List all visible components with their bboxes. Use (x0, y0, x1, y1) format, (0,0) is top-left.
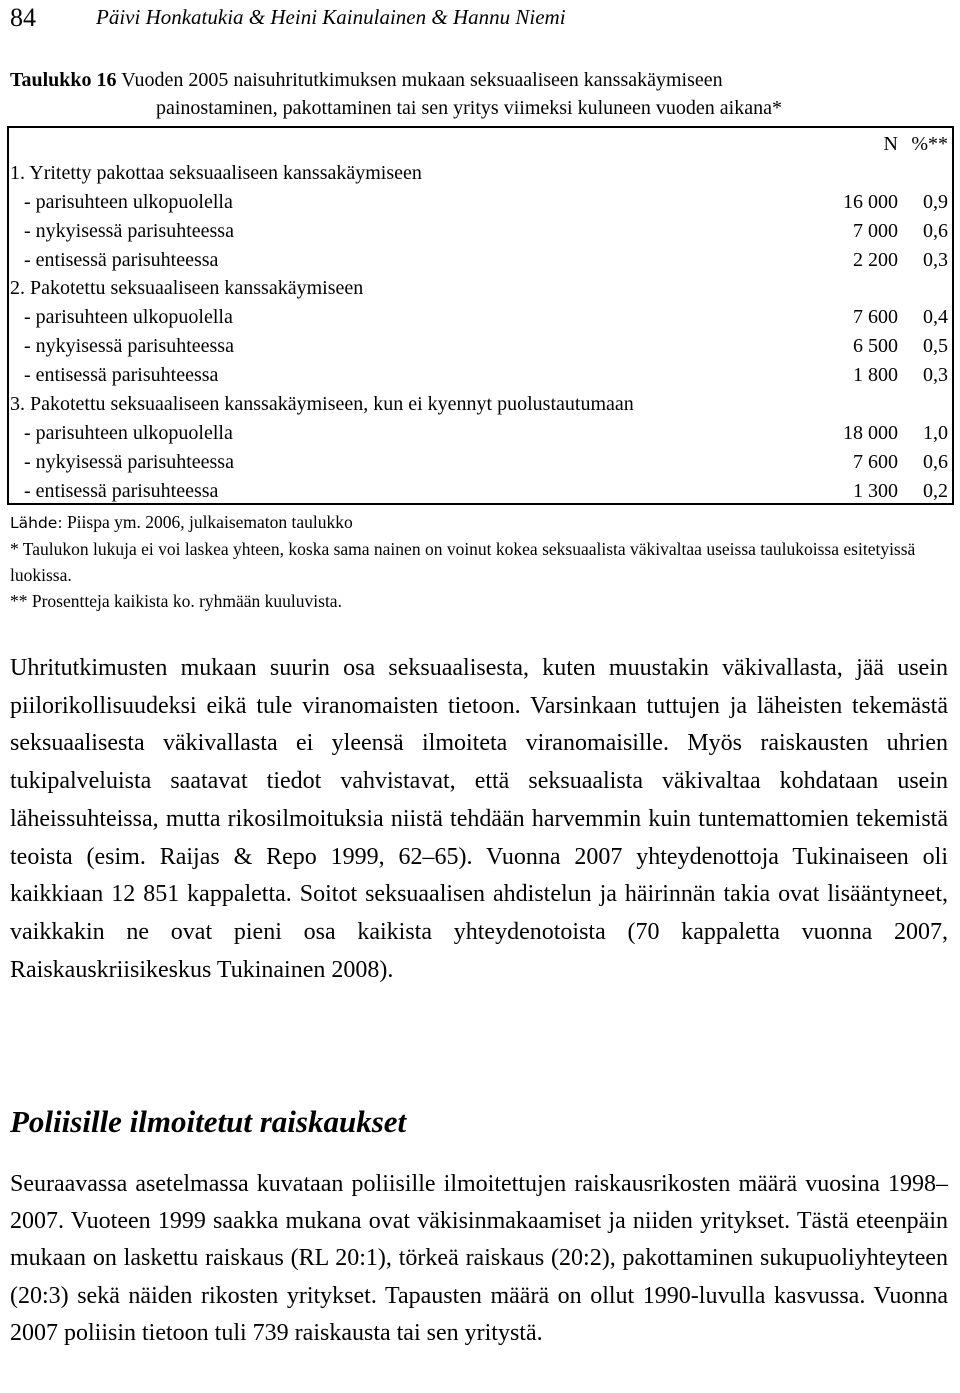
table-caption-label: Taulukko 16 (10, 69, 117, 91)
row-percent: 0,3 (923, 248, 948, 271)
row-n: 18 000 (843, 421, 898, 444)
row-label: - entisessä parisuhteessa (24, 248, 219, 271)
table-caption-line1: Vuoden 2005 naisuhritutkimuksen mukaan seksuaaliseen kanssakäymiseen (121, 69, 723, 91)
table-row (10, 361, 950, 390)
table-caption-line2: painostaminen, pakottaminen tai sen yritys viimeksi kuluneen vuoden aikana* (156, 97, 782, 119)
row-percent: 0,3 (923, 364, 948, 387)
row-n: 7 000 (853, 219, 898, 242)
row-label: - nykyisessä parisuhteessa (24, 219, 234, 242)
row-n: 2 200 (853, 248, 898, 271)
table-row (10, 419, 950, 448)
source-label: Lähde: (10, 514, 63, 532)
row-label: - entisessä parisuhteessa (24, 364, 219, 387)
row-n: 6 500 (853, 335, 898, 358)
table-footnote-2: ** Prosentteja kaikista ko. ryhmään kuuluvista. (10, 591, 342, 611)
page-number: 84 (10, 3, 36, 32)
row-percent: 0,6 (923, 219, 948, 242)
table-notes (10, 509, 950, 614)
row-label: - entisessä parisuhteessa (24, 479, 219, 502)
row-n: 1 300 (853, 479, 898, 502)
row-n: 7 600 (853, 450, 898, 473)
table-row (10, 477, 950, 506)
group-heading: 2. Pakotettu seksuaaliseen kanssakäymiseen (10, 277, 364, 300)
running-header-authors: Päivi Honkatukia & Heini Kainulainen & Hannu Niemi (96, 5, 566, 29)
row-percent: 1,0 (923, 421, 948, 444)
row-percent: 0,6 (923, 450, 948, 473)
body-paragraph: Uhritutkimusten mukaan suurin osa seksuaalisesta, kuten muustakin väkivallasta, jää usein piilorikollisuudeksi eikä tule viranomaisten tietoon. Varsinkaan tuttujen ja läheisten tekemästä seksuaalisesta väkivallasta ei yleensä ilmoiteta viranomaisille. Myös raiskausten uhrien tukipalveluista saatavat tiedot vahvistavat, että seksuaalista väkivaltaa kohdataan usein läheissuhteissa, mutta rikosilmoituksia niistä tehdään harvemmin kuin tuntemattomien tekemistä teoista (esim. Raijas & Repo 1999, 62–65). Vuonna 2007 yhteydenottoja Tukinaiseen oli kaikkiaan 12 851 kappaletta. Soitot seksuaalisen ahdistelun ja häirinnän takia ovat lisääntyneet, vaikkakin ne ovat pieni osa kaikista yhteydenotoista (70 kappaletta vuonna 2007, Raiskauskriisikeskus Tukinainen 2008). (10, 655, 948, 983)
table-row (10, 188, 950, 217)
body-paragraph: Seuraavassa asetelmassa kuvataan poliisille ilmoitettujen raiskausrikosten määrä vuosina 1998–2007. Vuoteen 1999 saakka mukana ovat väkisinmakaamiset ja niiden yritykset. Tästä eteenpäin mukaan on laskettu raiskaus (RL 20:1), törkeä raiskaus (20:2), pakottaminen sukupuoliyhteyteen (20:3) sekä näiden rikosten yritykset. Tapausten määrä on ollut 1990-luvulla kasvussa. Vuonna 2007 poliisin tietoon tuli 739 raiskausta tai sen yritystä. (10, 1171, 948, 1346)
group-heading-row (10, 274, 950, 303)
table-caption (10, 66, 950, 122)
row-label: - nykyisessä parisuhteessa (24, 450, 234, 473)
row-n: 1 800 (853, 364, 898, 387)
table-row (10, 217, 950, 246)
table-header-row (10, 130, 950, 159)
row-n: 16 000 (843, 190, 898, 213)
row-percent: 0,9 (923, 190, 948, 213)
table-row (10, 332, 950, 361)
table-footnote-1: * Taulukon lukuja ei voi laskea yhteen, koska sama nainen on voinut kokea seksuaalista väkivaltaa useissa taulukoissa esitetyissä luokissa. (10, 539, 916, 585)
table-row (10, 246, 950, 275)
column-header-percent: %** (911, 133, 948, 155)
section-heading: Poliisille ilmoitetut raiskaukset (10, 1104, 407, 1139)
row-percent: 0,4 (923, 306, 948, 329)
row-n: 7 600 (853, 306, 898, 329)
row-label: - nykyisessä parisuhteessa (24, 335, 234, 358)
row-percent: 0,5 (923, 335, 948, 358)
group-heading: 3. Pakotettu seksuaaliseen kanssakäymiseen, kun ei kyennyt puolustautumaan (10, 393, 634, 416)
row-label: - parisuhteen ulkopuolella (24, 306, 233, 329)
row-label: - parisuhteen ulkopuolella (24, 190, 233, 213)
group-heading: 1. Yritetty pakottaa seksuaaliseen kanssakäymiseen (10, 161, 422, 184)
table-row (10, 448, 950, 477)
column-header-n: N (883, 133, 898, 155)
group-heading-row (10, 159, 950, 188)
source-text: Piispa ym. 2006, julkaisematon taulukko (66, 512, 353, 532)
table-row (10, 303, 950, 332)
row-label: - parisuhteen ulkopuolella (24, 421, 233, 444)
table-source (10, 509, 950, 536)
row-percent: 0,2 (923, 479, 948, 502)
data-table (10, 130, 950, 506)
group-heading-row (10, 390, 950, 419)
